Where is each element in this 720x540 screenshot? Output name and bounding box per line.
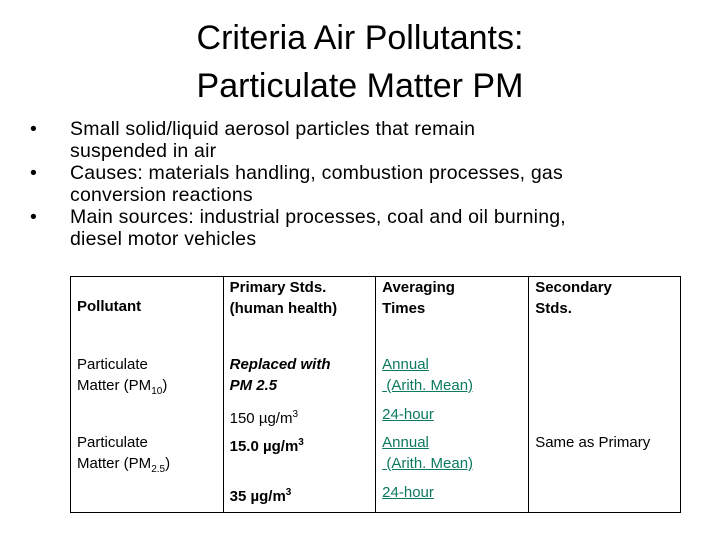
standards-table xyxy=(70,276,681,513)
averaging-link-annual[interactable]: Annual xyxy=(382,356,429,373)
header-primary-line: (human health) xyxy=(229,300,338,317)
pm25-secondary-24h-cell xyxy=(529,482,681,512)
pollutant-name-text: Matter (PM xyxy=(77,455,152,472)
pollutant-name-line xyxy=(77,453,217,480)
pollutant-name-close: ) xyxy=(165,455,171,472)
header-secondary-line: Secondary xyxy=(535,279,612,296)
pollutant-name-line: Particulate xyxy=(77,434,148,451)
pm25-pollutant-cell xyxy=(71,432,224,512)
secondary-std-value: Same as Primary xyxy=(535,434,651,451)
pollutant-name-text: Matter (PM xyxy=(77,377,152,394)
primary-std-line: Replaced with xyxy=(229,356,331,373)
pollutant-name-line: Particulate xyxy=(77,356,148,373)
pm10-averaging-24h-cell xyxy=(376,404,529,432)
primary-std-value: 150 µg/m xyxy=(229,410,293,427)
header-secondary-line: Stds. xyxy=(535,300,572,317)
header-primary xyxy=(223,277,376,355)
header-averaging-line: Averaging xyxy=(382,279,455,296)
header-secondary xyxy=(529,277,681,355)
bullet-text-line: Causes: materials handling, combustion processes, gas xyxy=(70,162,563,184)
bullet-text-line: suspended in air xyxy=(70,140,217,162)
bullet-text-line: conversion reactions xyxy=(70,184,253,206)
averaging-link-24-hour[interactable]: 24-hour xyxy=(382,406,434,423)
header-averaging xyxy=(376,277,529,355)
pm25-primary-24h-cell xyxy=(223,482,376,512)
pm10-pollutant-cell xyxy=(71,354,224,432)
pm25-averaging-cell xyxy=(376,432,529,482)
unit-superscript: 3 xyxy=(298,437,304,448)
table-header-row xyxy=(71,277,681,355)
pollutant-subscript: 2.5 xyxy=(151,464,166,475)
pm10-secondary-24h-cell xyxy=(529,404,681,432)
header-averaging-line: Times xyxy=(382,300,426,317)
bullet-marker: • xyxy=(30,118,38,140)
header-primary-line: Primary Stds. xyxy=(229,279,327,296)
title-line-2: Particulate Matter PM xyxy=(196,67,524,105)
bullet-list xyxy=(30,118,700,250)
pollutant-subscript: 10 xyxy=(151,386,163,397)
table-row xyxy=(71,354,681,404)
table-row xyxy=(71,432,681,482)
pm10-primary-cell xyxy=(223,354,376,404)
bullet-text-line: Small solid/liquid aerosol particles that remain xyxy=(70,118,476,140)
pm25-secondary-cell xyxy=(529,432,681,482)
pm25-primary-cell xyxy=(223,432,376,482)
title-line-1: Criteria Air Pollutants: xyxy=(196,19,524,57)
bullet-marker: • xyxy=(30,206,38,228)
pollutant-name-close: ) xyxy=(162,377,168,394)
pm10-primary-24h-cell xyxy=(223,404,376,432)
unit-superscript: 3 xyxy=(292,409,299,420)
header-pollutant xyxy=(71,277,224,355)
bullet-item xyxy=(30,206,700,250)
bullet-item xyxy=(30,162,700,206)
averaging-link-annual[interactable]: Annual xyxy=(382,434,429,451)
pm10-averaging-cell xyxy=(376,354,529,404)
bullet-text-line: diesel motor vehicles xyxy=(70,228,257,250)
unit-superscript: 3 xyxy=(285,487,292,498)
pm10-secondary-cell xyxy=(529,354,681,404)
primary-std-value: 15.0 µg/m xyxy=(229,438,299,455)
bullet-item xyxy=(30,118,700,162)
bullet-marker: • xyxy=(30,162,38,184)
header-pollutant-label: Pollutant xyxy=(77,298,142,315)
primary-std-value: 35 µg/m xyxy=(229,488,286,505)
averaging-link-annual-mean[interactable]: (Arith. Mean) xyxy=(382,377,474,394)
averaging-link-annual-mean[interactable]: (Arith. Mean) xyxy=(382,455,474,472)
pm25-averaging-24h-cell xyxy=(376,482,529,512)
pollutant-name-line xyxy=(77,375,217,402)
averaging-link-24-hour[interactable]: 24-hour xyxy=(382,484,434,501)
primary-std-line: PM 2.5 xyxy=(229,377,278,394)
bullet-text-line: Main sources: industrial processes, coal and oil burning, xyxy=(70,206,566,228)
slide-title xyxy=(140,14,580,110)
